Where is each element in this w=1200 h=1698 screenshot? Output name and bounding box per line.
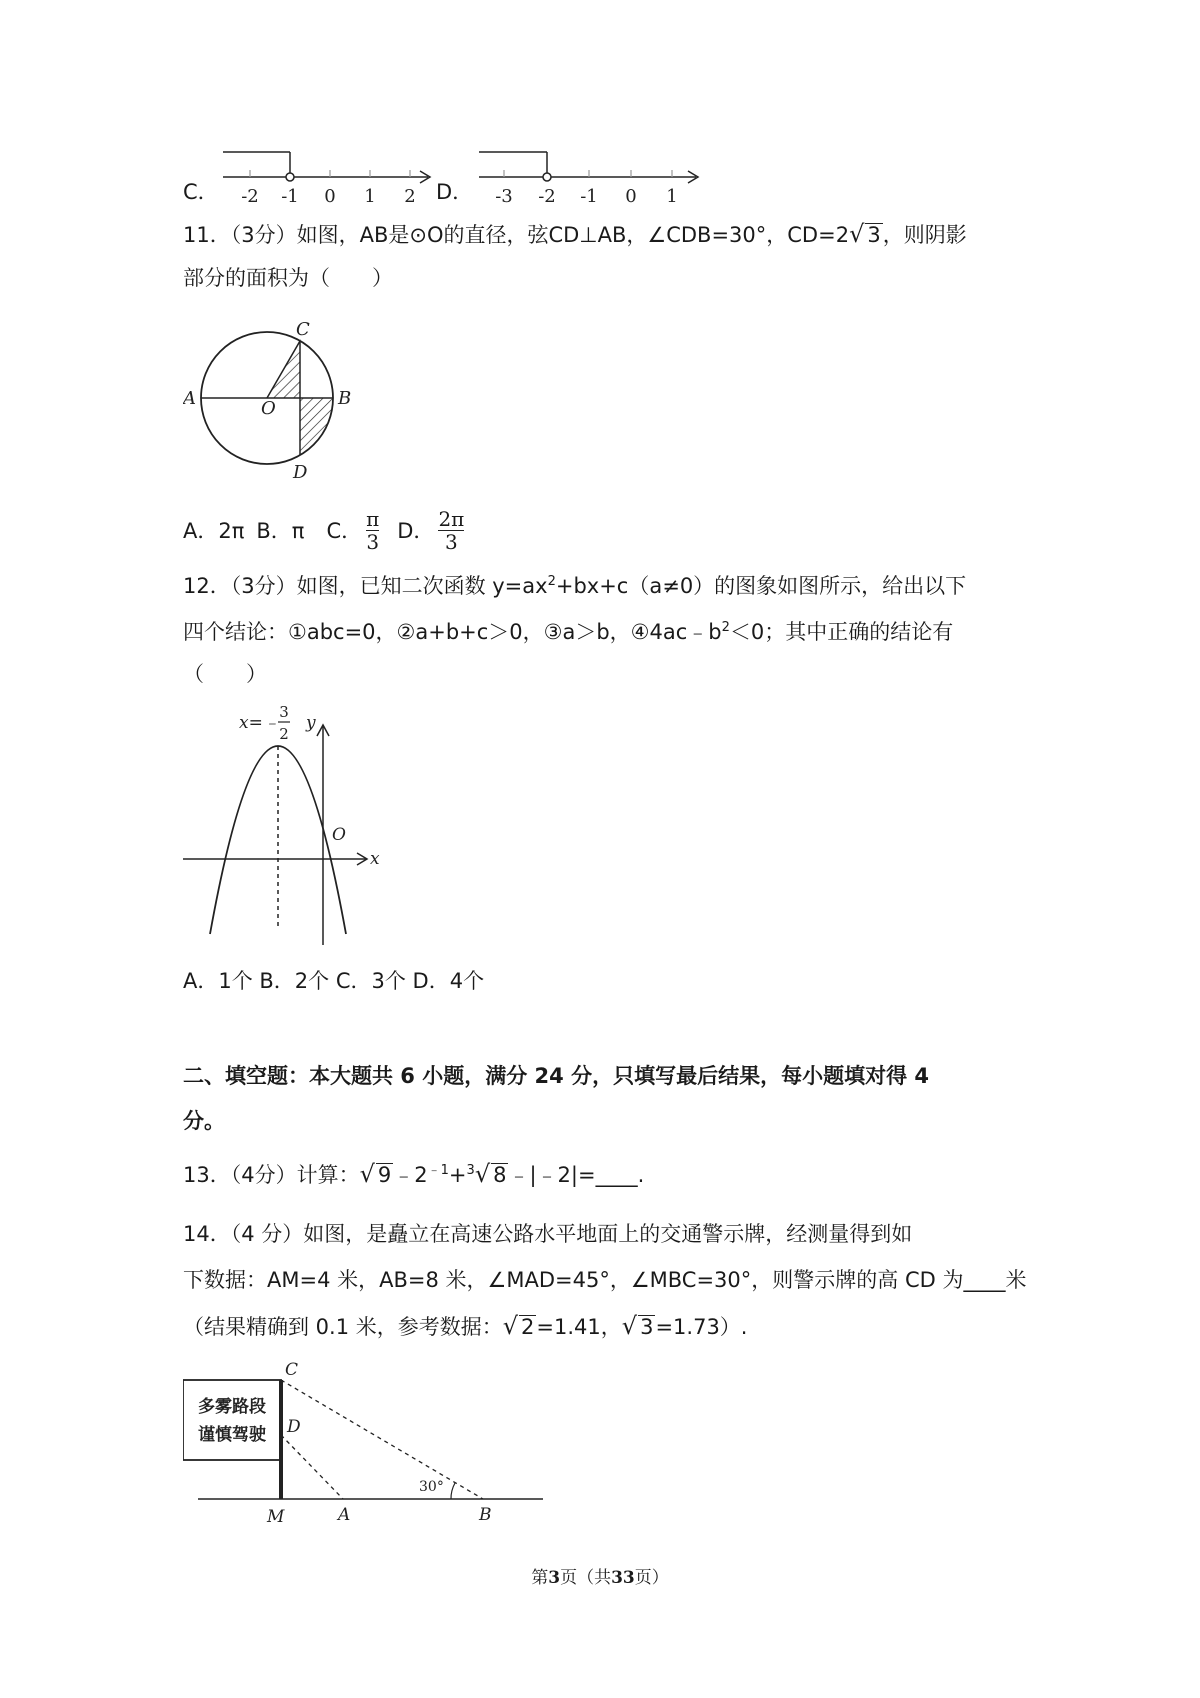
label-d: D [293, 462, 308, 483]
q11-radicand: 3 [867, 223, 881, 247]
q10-option-c [183, 150, 443, 210]
tick-label: 1 [666, 186, 678, 207]
q12-line1 [183, 567, 966, 601]
q14-line2: 下数据：AM=4 米，AB=8 米，∠MAD=45°，∠MBC=30°，则警示牌的高 CD 为____米 [183, 1268, 1027, 1292]
q13-tail: ﹣|﹣2|=____. [508, 1163, 645, 1187]
q13-exponent: ﹣1 [427, 1163, 449, 1178]
q12-line2 [183, 613, 953, 647]
section2-title-line2: 分。 [183, 1109, 225, 1133]
q13-radicand-2: 8 [493, 1163, 507, 1187]
graph-x-eq: x=﹣ [239, 713, 280, 733]
label-c: C [296, 319, 310, 340]
q11-option-d-label: D． [397, 518, 435, 543]
sign-text-line2: 谨慎驾驶 [198, 1425, 266, 1445]
graph-origin-label: O [332, 825, 346, 845]
q14-text-b: =1.41， [536, 1315, 622, 1339]
q12-sup2: 2 [721, 620, 730, 635]
q11-line1 [183, 219, 967, 250]
q11-option-b: B．π [256, 518, 305, 543]
q10-option-c-label: C． [183, 180, 219, 204]
label-m: M [267, 1507, 285, 1527]
tick-label: 0 [324, 186, 336, 207]
q11-option-c-label: C． [326, 518, 363, 543]
q14-text-a: （结果精确到 0.1 米，参考数据： [183, 1315, 503, 1339]
q13-plus: + [448, 1163, 467, 1187]
graph-frac-num: 3 [279, 703, 289, 721]
q11-circle-figure [183, 310, 368, 485]
q12-parabola-graph [183, 700, 383, 950]
q14-sign-figure [183, 1360, 543, 1530]
graph-frac-den: 2 [279, 725, 289, 743]
tick-label: -2 [241, 186, 259, 207]
q11-option-c-fraction [366, 508, 379, 553]
q14-text-c: =1.73）. [655, 1315, 748, 1339]
label-b: B [479, 1505, 492, 1525]
footer-prefix: 第 [531, 1568, 549, 1588]
q12-options: A．1个 B．2个 C．3个 D．4个 [183, 969, 485, 993]
label-a: A [183, 388, 196, 409]
q10-option-d [436, 150, 716, 210]
fraction-denominator: 3 [366, 530, 380, 554]
tick-label: -3 [495, 186, 513, 207]
q14-radicand-2: 2 [521, 1315, 535, 1339]
fraction-numerator: 2π [438, 507, 465, 531]
q12-text-d: ＜0；其中正确的结论有 [729, 620, 954, 644]
sqrt-icon: √ [849, 220, 865, 248]
q11-options [183, 508, 468, 553]
footer-total-pages: 33 [611, 1568, 635, 1588]
q10-option-d-label: D． [436, 180, 474, 204]
sqrt-icon: √ [621, 1312, 638, 1340]
q13-root-index: 3 [466, 1163, 475, 1178]
q12-line3: （ ） [183, 662, 267, 686]
tick-label: -2 [538, 186, 556, 207]
footer-suffix: 页） [634, 1568, 669, 1588]
label-b: B [338, 388, 352, 409]
fraction-numerator: π [366, 507, 380, 531]
q13-mid: ﹣2 [393, 1163, 428, 1187]
tick-label: 0 [625, 186, 637, 207]
q12-sup: 2 [547, 574, 556, 589]
q10-number-line-d [474, 150, 714, 208]
q11-option-a: A．2π [183, 518, 245, 543]
page-footer [0, 1563, 1200, 1588]
footer-middle: 页（共 [560, 1568, 612, 1588]
q13-line [183, 1156, 644, 1190]
q11-text-a: 11．（3分）如图，AB是⊙O的直径，弦CD⊥AB，∠CDB=30°，CD=2 [183, 223, 850, 247]
label-c: C [285, 1360, 299, 1380]
q11-option-d-fraction [438, 508, 464, 553]
q14-line3 [183, 1311, 747, 1342]
label-d: D [287, 1417, 301, 1437]
q10-number-line-c [218, 150, 448, 208]
q11-text-b: ，则阴影 [882, 223, 967, 247]
tick-label: 2 [404, 186, 416, 207]
q13-prefix: 13．（4分）计算： [183, 1163, 360, 1187]
fraction-denominator: 3 [445, 530, 458, 554]
q12-text-a: 12．（3分）如图，已知二次函数 y=ax [183, 574, 548, 598]
q13-radicand-1: 9 [377, 1163, 392, 1187]
cube-root-icon: √ [474, 1160, 491, 1188]
tick-label: 1 [364, 186, 376, 207]
sign-text-line1: 多雾路段 [198, 1397, 266, 1417]
section2-title-line1: 二、填空题：本大题共 6 小题，满分 24 分，只填写最后结果，每小题填对得 4 [183, 1064, 929, 1088]
tick-label: -1 [281, 186, 299, 207]
sqrt-icon: √ [502, 1312, 519, 1340]
q12-text-b: +bx+c（a≠0）的图象如图所示，给出以下 [555, 574, 967, 598]
graph-x-label: x [370, 849, 380, 869]
label-o: O [261, 398, 276, 419]
q12-text-c: 四个结论：①abc=0，②a+b+c＞0，③a＞b，④4ac﹣b [183, 620, 722, 644]
q14-line1: 14．（4 分）如图，是矗立在高速公路水平地面上的交通警示牌，经测量得到如 [183, 1222, 913, 1246]
q14-radicand-3: 3 [640, 1315, 654, 1339]
sqrt-icon: √ [359, 1160, 375, 1188]
q11-line2: 部分的面积为（ ） [183, 266, 393, 290]
angle-label: 30° [419, 1479, 444, 1495]
tick-label: -1 [580, 186, 598, 207]
label-a: A [338, 1505, 351, 1525]
footer-page-number: 3 [548, 1568, 561, 1588]
graph-y-label: y [306, 713, 316, 733]
